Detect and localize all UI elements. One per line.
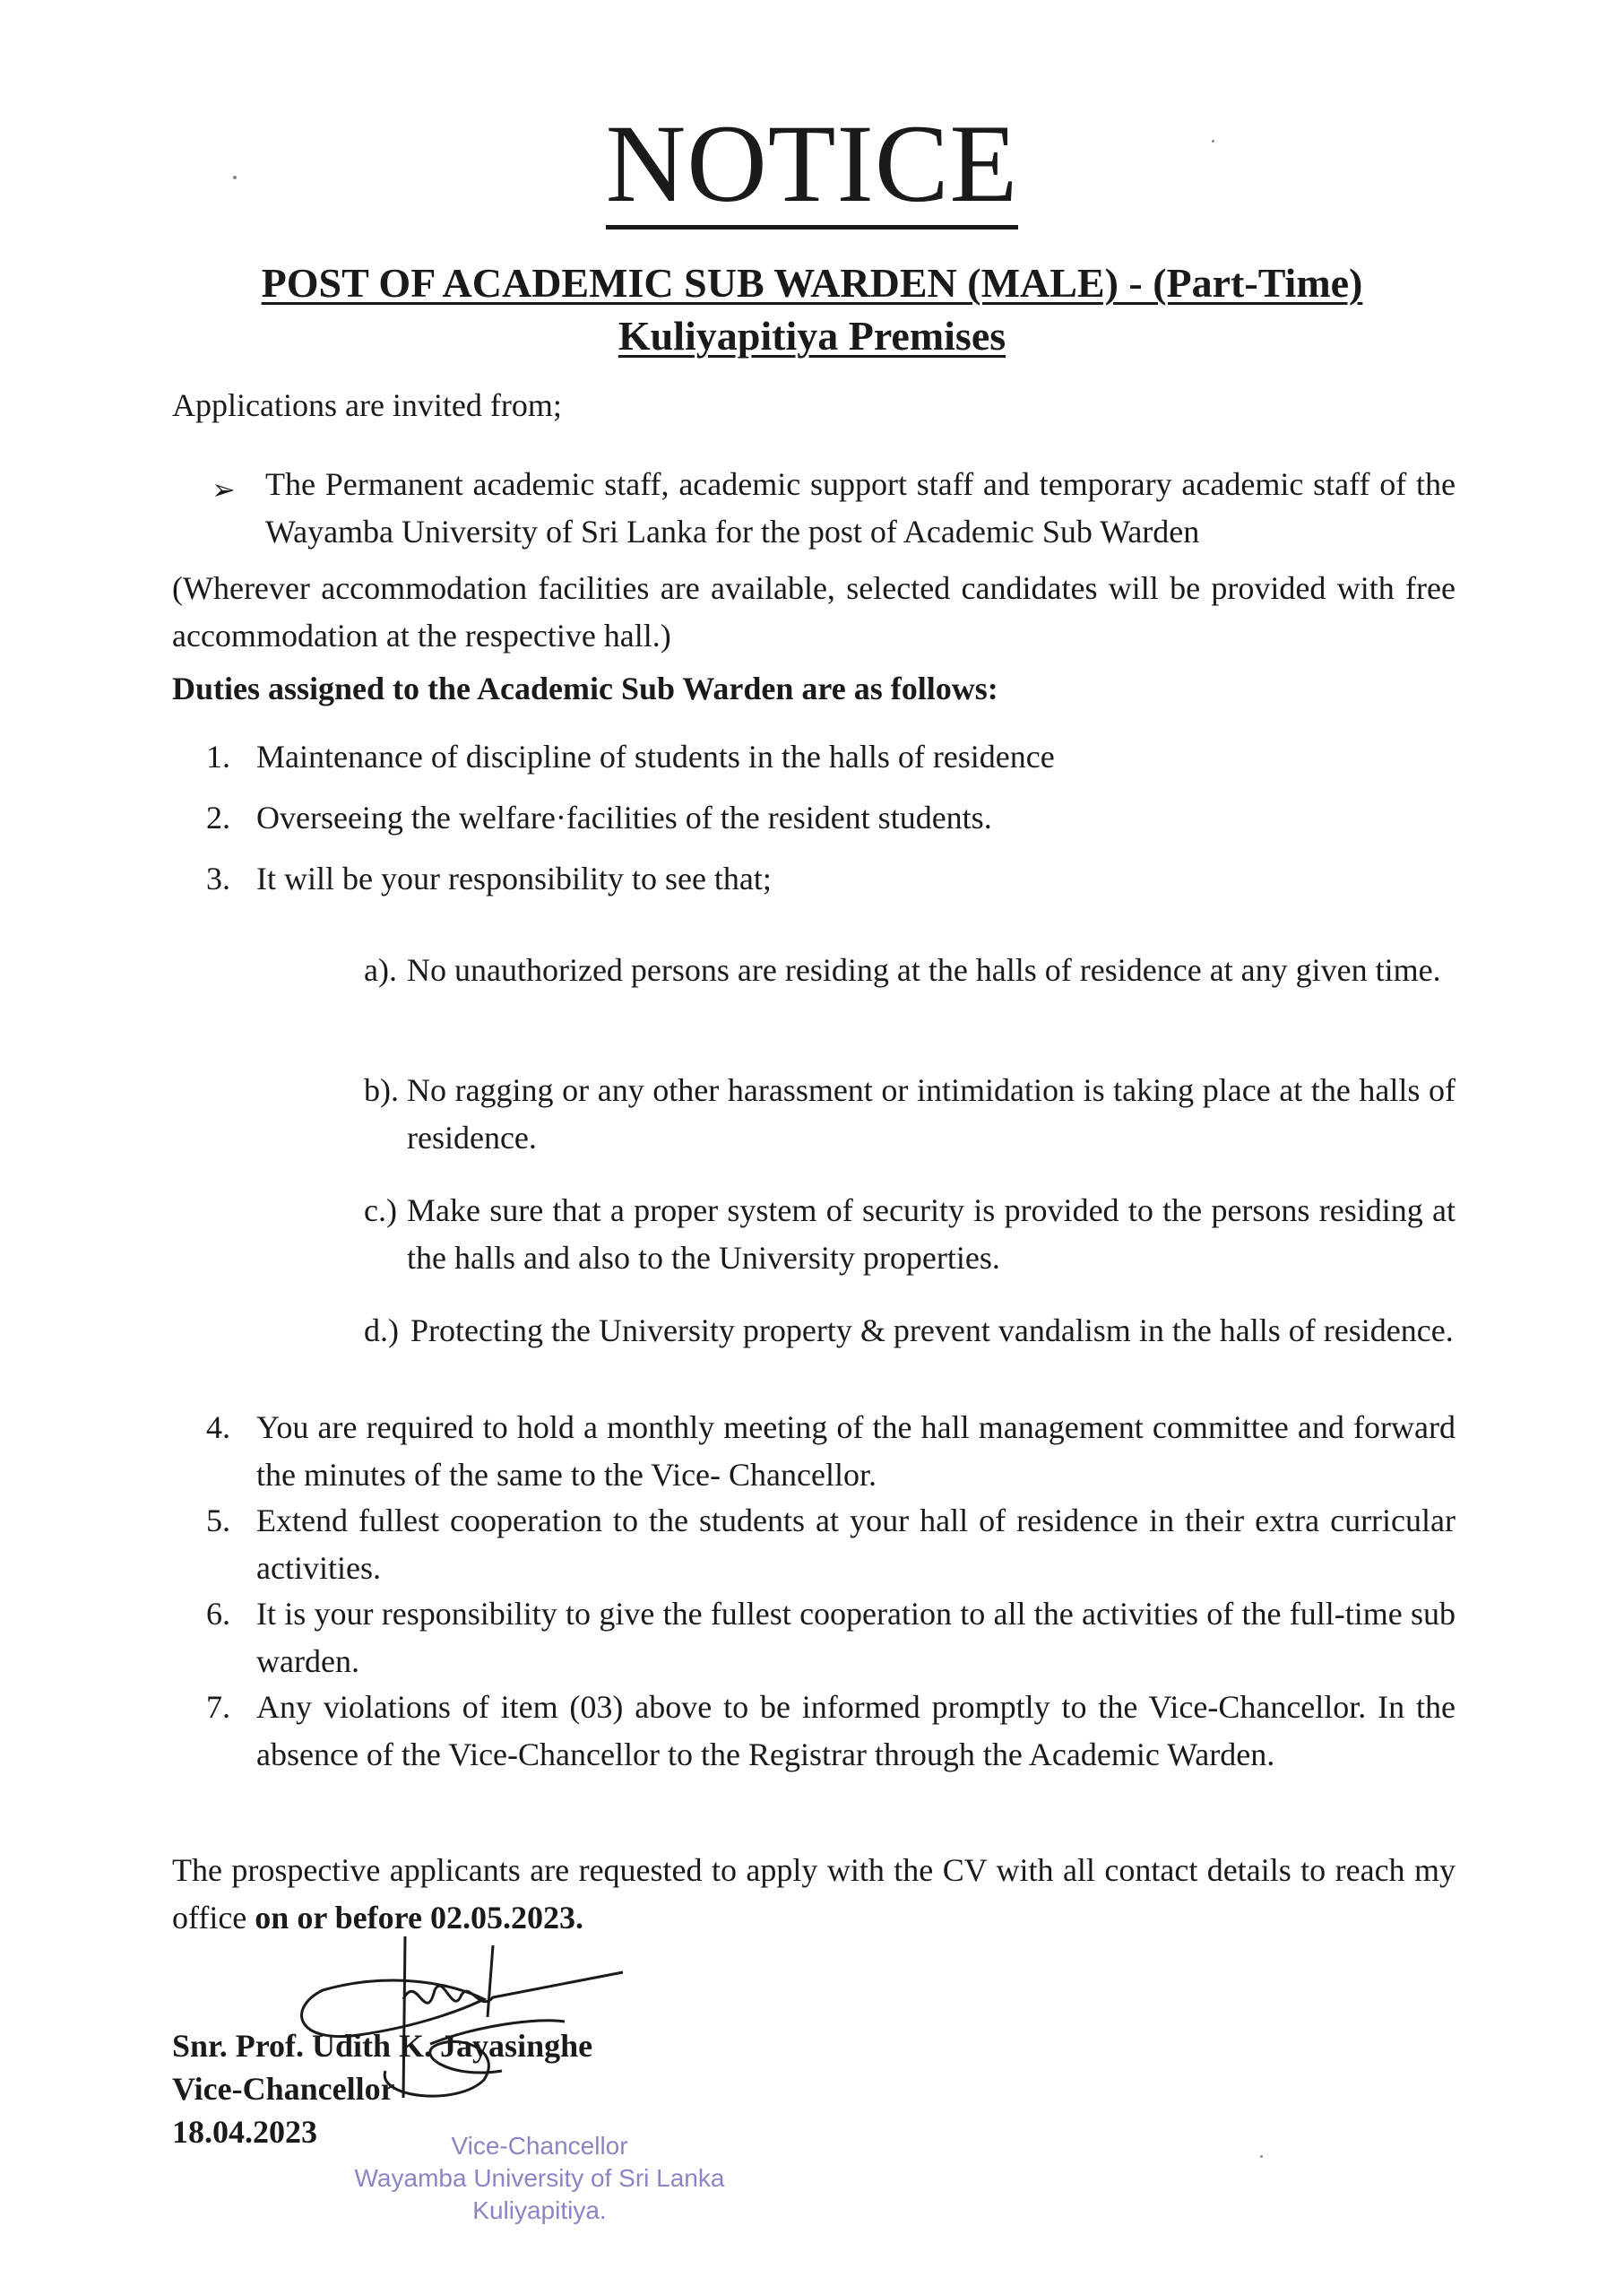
duties-heading: Duties assigned to the Academic Sub Warden are as follows: xyxy=(172,671,998,706)
subduty-text: Make sure that a proper system of security is provided to the persons residing at the halls and also to the University properties. xyxy=(407,1192,1456,1276)
notice-title xyxy=(0,102,1624,225)
duty-number: 3. xyxy=(206,861,230,896)
scan-speck xyxy=(1212,140,1214,143)
scan-speck xyxy=(1260,2155,1263,2158)
subduty-label: b). xyxy=(364,1072,399,1108)
duty-text: You are required to hold a monthly meeting of the hall management committee and forward the minutes of the same to the Vice- Chancellor. xyxy=(256,1409,1456,1493)
post-subtitle: POST OF ACADEMIC SUB WARDEN (MALE) - (Part-Time) xyxy=(261,260,1363,306)
duty-text: It will be your responsibility to see that; xyxy=(256,861,772,896)
duty-number: 2. xyxy=(206,800,230,836)
notice-title-text: NOTICE xyxy=(606,102,1019,230)
duty-number: 7. xyxy=(206,1689,230,1725)
official-stamp xyxy=(333,2130,746,2227)
duty-text: It is your responsibility to give the fullest cooperation to all the activities of the full-time sub warden. xyxy=(256,1596,1456,1679)
stamp-line: Kuliyapitiya. xyxy=(472,2196,607,2224)
subduty-text: Protecting the University property & prevent vandalism in the halls of residence. xyxy=(410,1312,1454,1348)
premises-subtitle: Kuliyapitiya Premises xyxy=(618,313,1006,359)
duty-number: 6. xyxy=(206,1596,230,1632)
closing-deadline: on or before 02.05.2023. xyxy=(255,1900,583,1936)
signature-date: 18.04.2023 xyxy=(172,2114,317,2150)
subduty-label: a). xyxy=(364,952,397,988)
signatory-name: Snr. Prof. Udith K. Jayasinghe xyxy=(172,2028,593,2064)
subduty-label: d.) xyxy=(364,1312,399,1348)
bullet-arrow-icon: ➢ xyxy=(212,473,236,506)
duty-text: Maintenance of discipline of students in the halls of residence xyxy=(256,739,1055,775)
stamp-line: Vice-Chancellor xyxy=(451,2132,628,2160)
closing-text: The prospective applicants are requested to apply with the CV with all contact details to reach my office xyxy=(172,1852,1456,1936)
subduty-text: No unauthorized persons are residing at the halls of residence at any given time. xyxy=(407,952,1441,988)
duty-text: Any violations of item (03) above to be informed promptly to the Vice-Chancellor. In the absence of the Vice-Chancellor to the Registrar through the Academic Warden. xyxy=(256,1689,1456,1772)
scan-speck xyxy=(233,176,237,179)
subduty-text: No ragging or any other harassment or intimidation is taking place at the halls of residence. xyxy=(407,1072,1456,1156)
stamp-line: Wayamba University of Sri Lanka xyxy=(354,2164,725,2192)
duty-number: 1. xyxy=(206,739,230,775)
accommodation-note: (Wherever accommodation facilities are available, selected candidates will be provided with free accommodation at the respective hall.) xyxy=(172,570,1456,654)
duty-number: 4. xyxy=(206,1409,230,1445)
signatory-title: Vice-Chancellor xyxy=(172,2071,395,2107)
intro-text: Applications are invited from; xyxy=(172,387,562,423)
duty-number: 5. xyxy=(206,1503,230,1538)
duty-text: Extend fullest cooperation to the students at your hall of residence in their extra curricular activities. xyxy=(256,1503,1456,1586)
subduty-label: c.) xyxy=(364,1192,397,1228)
bullet-text: The Permanent academic staff, academic support staff and temporary academic staff of the Wayamba University of Sri Lanka for the post of Academic Sub Warden xyxy=(265,466,1456,550)
duty-text: Overseeing the welfare·facilities of the resident students. xyxy=(256,800,992,836)
